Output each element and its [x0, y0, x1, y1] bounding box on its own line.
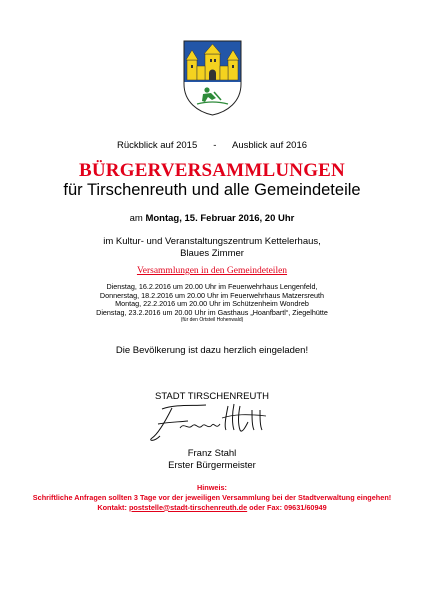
signer-role: Erster Bürgermeister — [168, 460, 256, 471]
date-prefix: am — [129, 213, 146, 224]
signer-block — [0, 448, 424, 472]
event-date — [0, 213, 424, 224]
venue-line-2: Blaues Zimmer — [180, 248, 244, 259]
meetings-list — [0, 283, 424, 323]
notice-block — [0, 483, 424, 512]
sender-city: STADT TIRSCHENREUTH — [154, 391, 269, 402]
coat-of-arms-icon — [183, 40, 242, 116]
outlook-text: Ausblick auf 2016 — [232, 140, 308, 151]
signer-name: Franz Stahl — [187, 448, 237, 459]
page-subtitle: für Tirschenreuth und alle Gemeindeteile — [63, 181, 361, 199]
email-link[interactable]: poststelle@stadt-tirschenreuth.de — [128, 502, 248, 512]
meeting-item: Montag, 22.2.2016 um 20.00 Uhr im Schützenheim Wondreb — [115, 299, 309, 309]
event-venue — [0, 236, 424, 260]
retrospect-text: Rückblick auf 2015 — [116, 140, 198, 151]
notice-text: Schriftliche Anfragen sollten 3 Tage vor der jeweiligen Versammlung bei der Stadtverwaltung eingehen! — [32, 492, 392, 502]
notice-contact — [0, 503, 424, 513]
notice-heading: Hinweis: — [196, 483, 227, 492]
venue-line-1: im Kultur- und Veranstaltungszentrum Kettelerhaus, — [103, 236, 321, 247]
contact-suffix: oder Fax: 09631/60949 — [247, 502, 327, 512]
signature — [148, 400, 274, 446]
invitation-text: Die Bevölkerung ist dazu herzlich eingeladen! — [115, 345, 309, 356]
separator: - — [213, 140, 217, 151]
page-title: BÜRGERVERSAMMLUNGEN — [79, 160, 345, 181]
meeting-item: Donnerstag, 18.2.2016 um 20.00 Uhr im Feuerwehrhaus Matzersreuth — [99, 290, 325, 300]
meeting-item: Dienstag, 16.2.2016 um 20.00 Uhr im Feuerwehrhaus Lengenfeld, — [106, 282, 318, 291]
districts-heading: Versammlungen in den Gemeindeteilen — [136, 266, 288, 276]
contact-prefix: Kontakt: — [97, 502, 129, 512]
date-value: Montag, 15. Februar 2016, 20 Uhr — [145, 213, 295, 224]
meeting-item: Dienstag, 23.2.2016 um 20.00 Uhr im Gasthaus „Hoanfbartl“, Ziegelhütte — [96, 307, 328, 317]
retrospect-outlook-line — [0, 140, 424, 151]
meeting-note: (für den Ortsteil Hohenwald) — [180, 317, 244, 324]
